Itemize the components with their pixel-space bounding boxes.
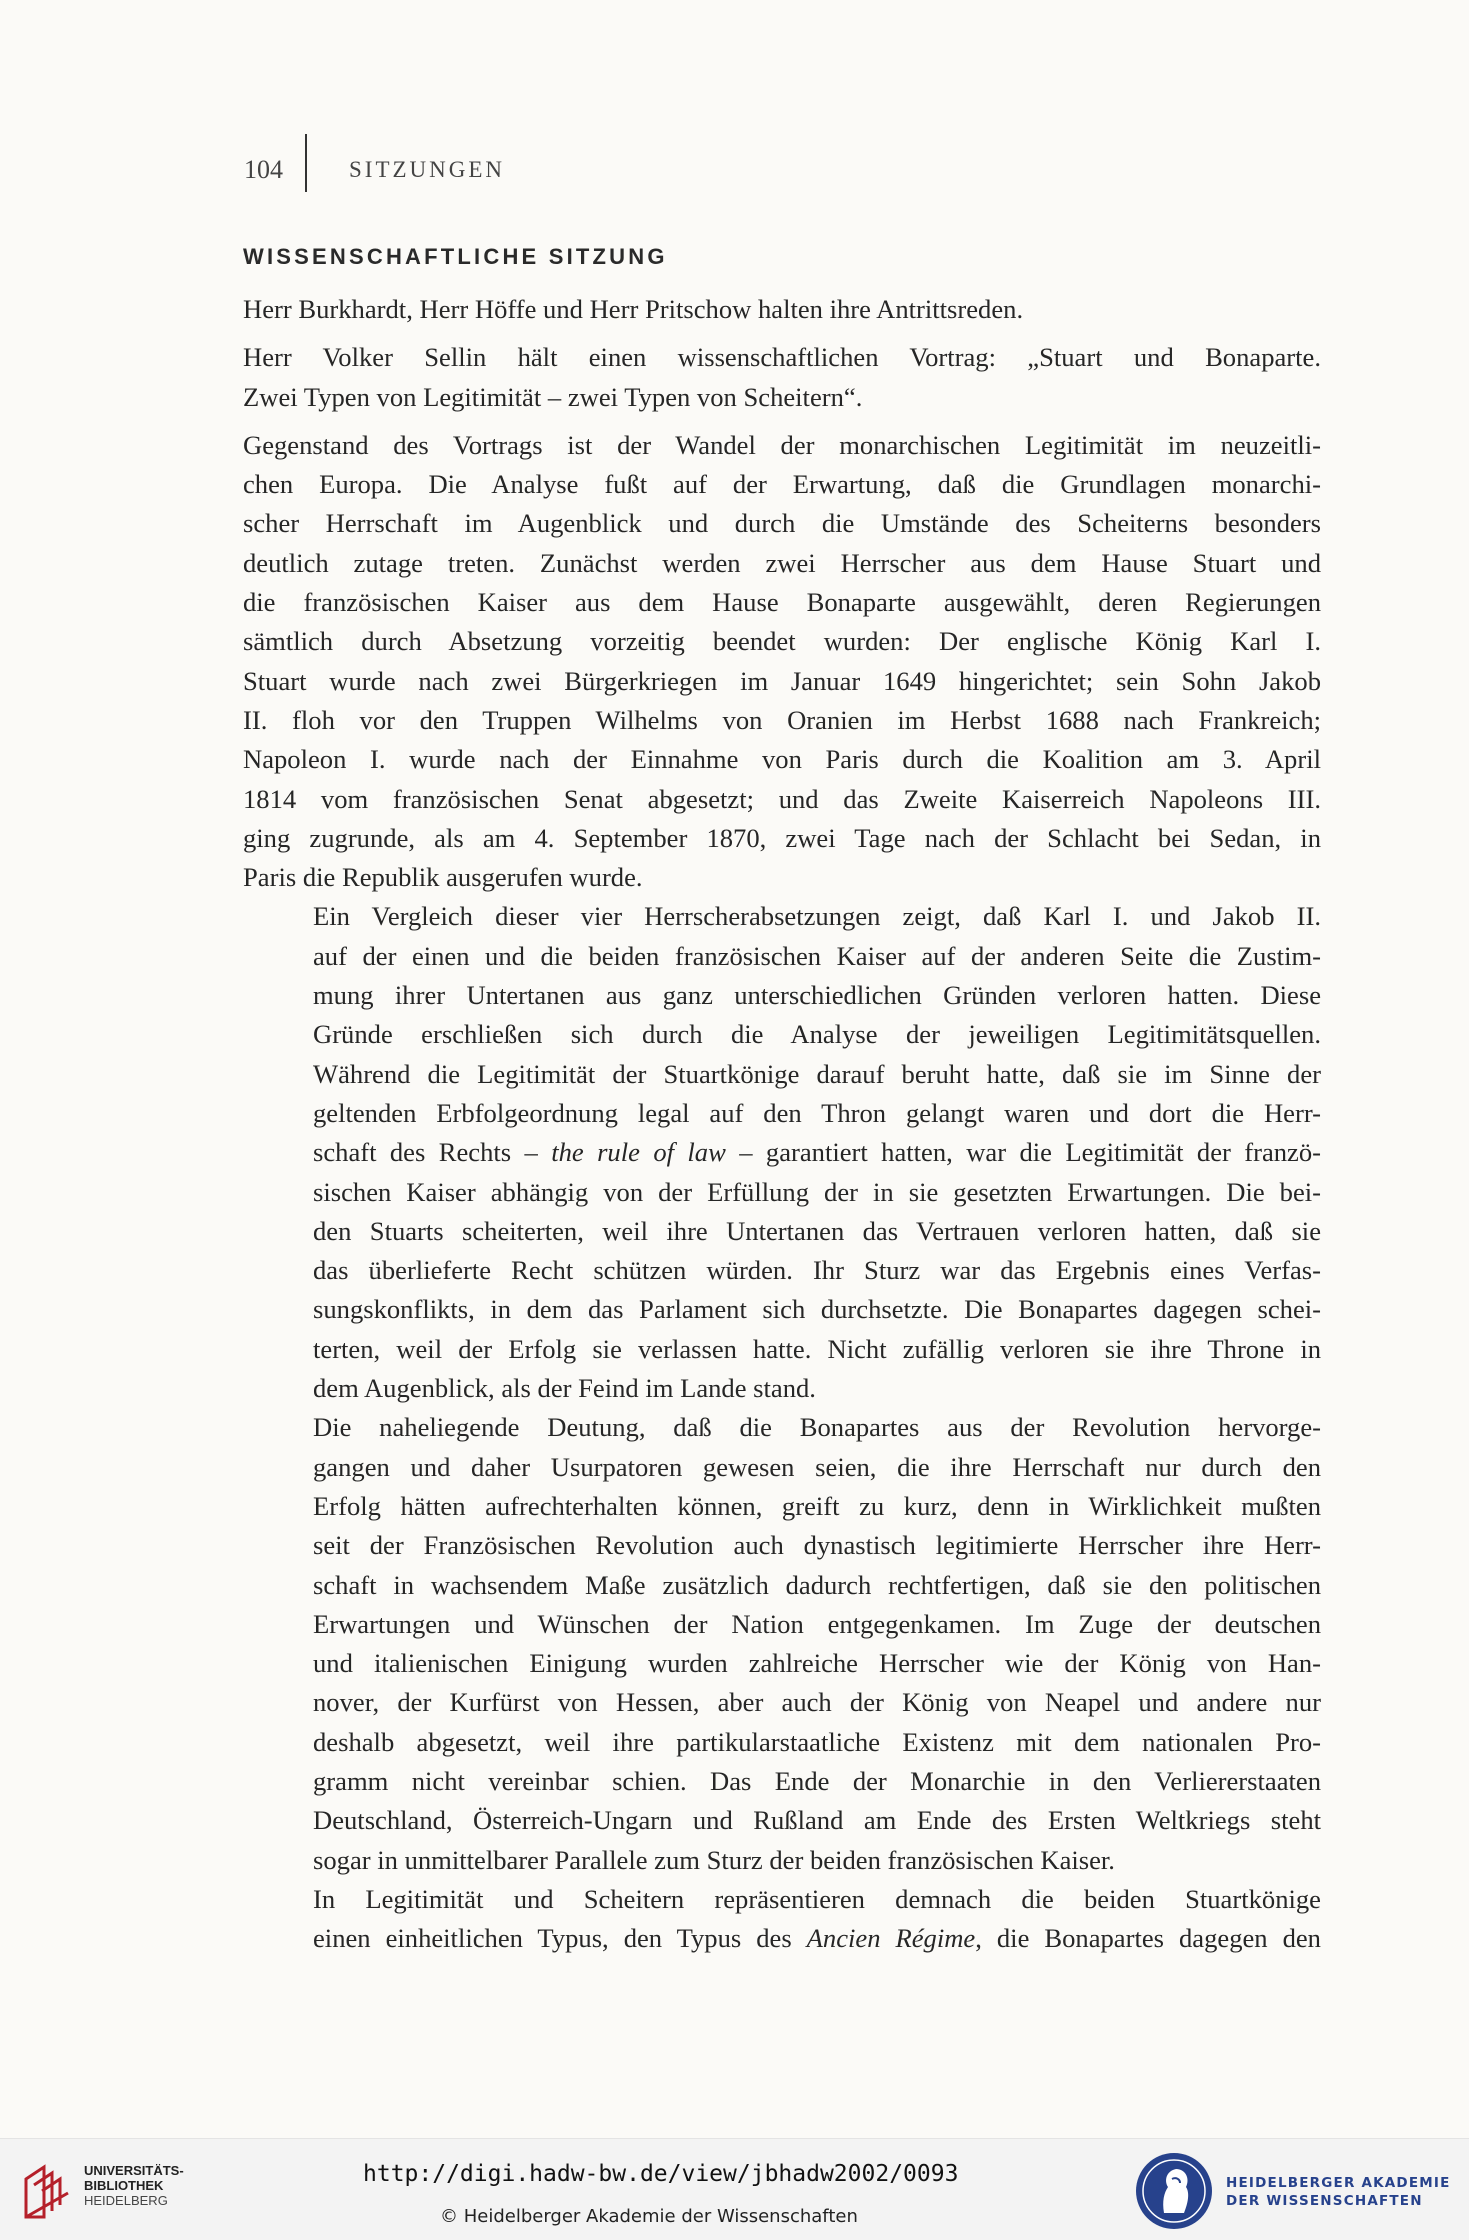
text-line: dem Augenblick, als der Feind im Lande stand. — [313, 1373, 816, 1404]
text-line: In Legitimität und Scheitern repräsentieren demnach die beiden Stuartkönige — [313, 1883, 1321, 1914]
body-text — [243, 290, 1321, 1958]
paragraph-2 — [243, 338, 1321, 417]
copyright-notice: © Heidelberger Akademie der Wissenschaften — [440, 2206, 858, 2227]
library-name-line: BIBLIOTHEK — [84, 2178, 164, 2193]
text-line: Die naheliegende Deutung, daß die Bonapartes aus der Revolution hervorge- — [313, 1412, 1321, 1443]
header-divider — [305, 134, 307, 192]
text-line: gangen und daher Usurpatoren gewesen seien, die ihre Herrschaft nur durch den — [313, 1451, 1321, 1482]
paragraph-3 — [243, 426, 1321, 898]
section-title: SITZUNGEN — [349, 157, 506, 182]
text-line: Herr Volker Sellin hält einen wissenschaftlichen Vortrag: „Stuart und Bonaparte. — [243, 342, 1321, 373]
library-name — [84, 2163, 184, 2208]
text-line: 1814 vom französischen Senat abgesetzt; und das Zweite Kaiserreich Napoleons III. — [243, 783, 1321, 814]
text-line: die französischen Kaiser aus dem Hause Bonaparte ausgewählt, deren Regierungen — [243, 587, 1321, 618]
library-logo-icon — [22, 2163, 72, 2221]
text-line: deshalb abgesetzt, weil ihre partikularstaatliche Existenz mit dem nationalen Pro- — [313, 1726, 1321, 1757]
text-line: Gründe erschließen sich durch die Analyse der jeweiligen Legitimitätsquellen. — [313, 1019, 1321, 1050]
text-line: Erfolg hätten aufrechterhalten können, greift zu kurz, denn in Wirklichkeit mußten — [313, 1490, 1321, 1521]
text-line: Paris die Republik ausgerufen wurde. — [243, 862, 643, 893]
text-line: sämtlich durch Absetzung vorzeitig beendet wurden: Der englische König Karl I. — [243, 626, 1321, 657]
text-line: seit der Französischen Revolution auch dynastisch legitimierte Herrscher ihre Herr- — [313, 1530, 1321, 1561]
digitization-footer — [0, 2138, 1469, 2240]
text-line: Erwartungen und Wünschen der Nation entgegenkamen. Im Zuge der deutschen — [313, 1608, 1321, 1639]
text-line: sischen Kaiser abhängig von der Erfüllung der in sie gesetzten Erwartungen. Die bei- — [313, 1176, 1321, 1207]
academy-name — [1226, 2174, 1451, 2210]
text-line: ging zugrunde, als am 4. September 1870, zwei Tage nach der Schlacht bei Sedan, in — [243, 822, 1321, 853]
text-segment: einen einheitlichen Typus, den Typus des — [313, 1923, 807, 1954]
paragraph-1 — [243, 290, 1321, 329]
text-line: sogar in unmittelbarer Parallele zum Sturz der beiden französischen Kaiser. — [313, 1844, 1115, 1875]
text-line: schaft in wachsendem Maße zusätzlich dadurch rechtfertigen, daß sie den politischen — [313, 1569, 1321, 1600]
running-header — [244, 150, 505, 190]
text-line: Napoleon I. wurde nach der Einnahme von Paris durch die Koalition am 3. April — [243, 744, 1321, 775]
text-line: chen Europa. Die Analyse fußt auf der Erwartung, daß die Grundlagen monarchi- — [243, 469, 1321, 500]
text-line: scher Herrschaft im Augenblick und durch die Umstände des Scheiterns besonders — [243, 508, 1321, 539]
text-line: Während die Legitimität der Stuartkönige darauf beruht hatte, daß sie im Sinne der — [313, 1058, 1321, 1089]
text-line: Ein Vergleich dieser vier Herrscherabsetzungen zeigt, daß Karl I. und Jakob II. — [313, 901, 1321, 932]
text-line: II. floh vor den Truppen Wilhelms von Oranien im Herbst 1688 nach Frankreich; — [243, 704, 1321, 735]
text-segment: – garantiert hatten, war die Legitimität der franzö- — [725, 1137, 1322, 1168]
text-line: das überlieferte Recht schützen würden. Ihr Sturz war das Ergebnis eines Verfas- — [313, 1255, 1321, 1286]
text-segment: schaft des Rechts – — [313, 1137, 552, 1168]
section-heading: WISSENSCHAFTLICHE SITZUNG — [243, 244, 668, 269]
academy-name-line: HEIDELBERGER AKADEMIE — [1226, 2175, 1451, 2191]
library-name-line: HEIDELBERG — [84, 2193, 168, 2208]
italic-phrase: the rule of law — [551, 1137, 726, 1168]
paragraph-5 — [243, 1408, 1321, 1880]
text-line: mung ihrer Untertanen aus ganz unterschiedlichen Gründen verloren hatten. Diese — [313, 980, 1321, 1011]
paragraph-4 — [243, 897, 1321, 1408]
text-line: deutlich zutage treten. Zunächst werden zwei Herrscher aus dem Hause Stuart und — [243, 547, 1321, 578]
text-line-with-italic — [243, 1919, 1321, 1958]
italic-phrase: Ancien Régime — [806, 1923, 976, 1954]
permalink-url[interactable]: http://digi.hadw-bw.de/view/jbhadw2002/0093 — [363, 2161, 959, 2187]
text-line: nover, der Kurfürst von Hessen, aber auch der König von Neapel und andere nur — [313, 1687, 1321, 1718]
text-segment: , die Bonapartes dagegen den — [975, 1923, 1321, 1954]
text-line: Herr Burkhardt, Herr Höffe und Herr Pritschow halten ihre Antrittsreden. — [243, 294, 1024, 324]
text-line: terten, weil der Erfolg sie verlassen hatte. Nicht zufällig verloren sie ihre Throne in — [313, 1333, 1321, 1364]
paragraph-6 — [243, 1880, 1321, 1959]
page-number: 104 — [244, 155, 283, 184]
text-line: und italienischen Einigung wurden zahlreiche Herrscher wie der König von Han- — [313, 1648, 1321, 1679]
academy-name-line: DER WISSENSCHAFTEN — [1226, 2193, 1423, 2209]
library-name-line: UNIVERSITÄTS- — [84, 2163, 184, 2178]
text-line: auf der einen und die beiden französischen Kaiser auf der anderen Seite die Zustim- — [313, 940, 1321, 971]
text-line: Stuart wurde nach zwei Bürgerkriegen im Januar 1649 hingerichtet; sein Sohn Jakob — [243, 665, 1321, 696]
text-line: Deutschland, Österreich-Ungarn und Rußland am Ende des Ersten Weltkriegs steht — [313, 1805, 1321, 1836]
text-line: geltenden Erbfolgeordnung legal auf den Thron gelangt waren und dort die Herr- — [313, 1097, 1321, 1128]
text-line: Zwei Typen von Legitimität – zwei Typen von Scheitern“. — [243, 381, 863, 412]
text-line-with-italic — [243, 1133, 1321, 1172]
text-line: den Stuarts scheiterten, weil ihre Untertanen das Vertrauen verloren hatten, daß sie — [313, 1215, 1321, 1246]
text-line: Gegenstand des Vortrags ist der Wandel der monarchischen Legitimität im neuzeitli- — [243, 429, 1321, 460]
text-line: sungskonflikts, in dem das Parlament sich durchsetzte. Die Bonapartes dagegen schei- — [313, 1294, 1321, 1325]
academy-seal-icon — [1134, 2151, 1214, 2231]
text-line: gramm nicht vereinbar schien. Das Ende der Monarchie in den Verliererstaaten — [313, 1765, 1321, 1796]
